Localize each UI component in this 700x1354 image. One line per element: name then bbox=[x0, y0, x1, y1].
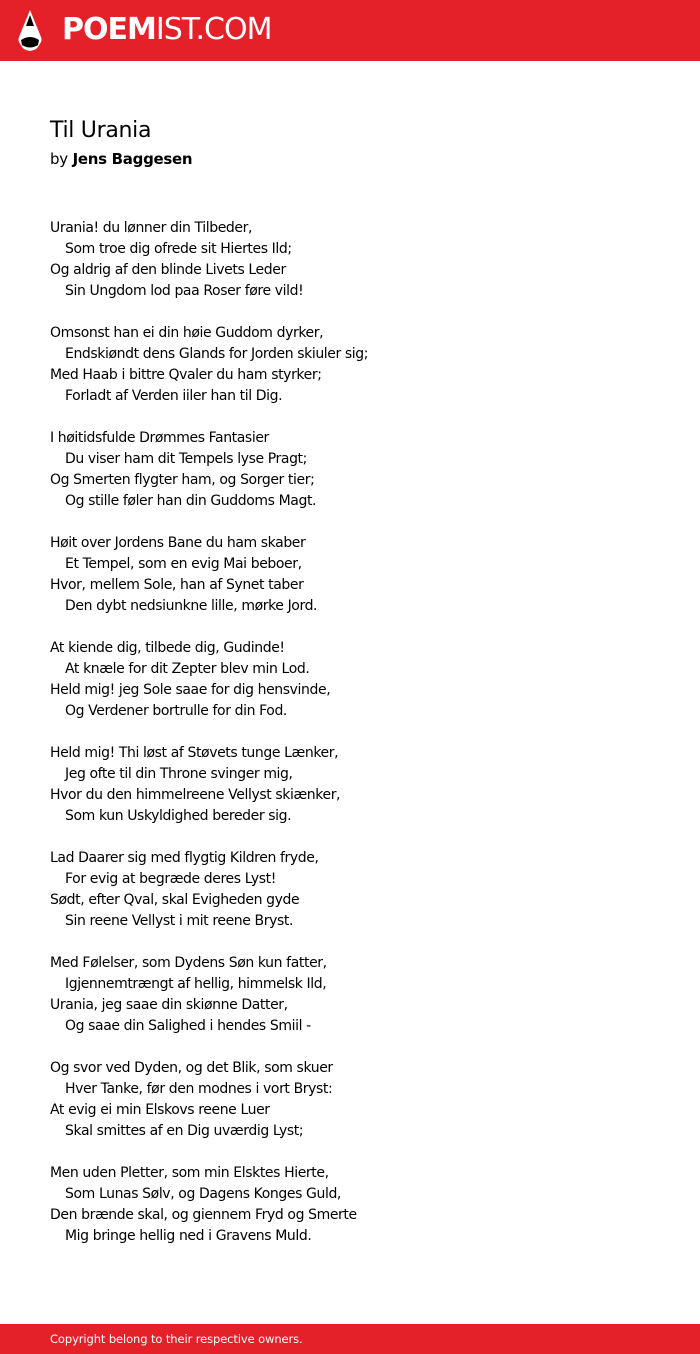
poem-line: Igjennemtrængt af hellig, himmelsk Ild, bbox=[65, 976, 327, 992]
poem-line: Et Tempel, som en evig Mai beboer, bbox=[65, 556, 302, 572]
site-footer bbox=[0, 1324, 700, 1354]
poem-stanza bbox=[50, 743, 670, 827]
logo-bold-part: POEM bbox=[62, 12, 156, 47]
poem-line: Omsonst han ei din høie Guddom dyrker, bbox=[50, 325, 324, 341]
poem-line: Lad Daarer sig med flygtig Kildren fryde, bbox=[50, 850, 319, 866]
poem-line: At evig ei min Elskovs reene Luer bbox=[50, 1102, 270, 1118]
poem-line: Forladt af Verden iiler han til Dig. bbox=[65, 388, 283, 404]
poem-line: Mig bringe hellig ned i Gravens Muld. bbox=[65, 1228, 312, 1244]
site-logo-text bbox=[62, 12, 271, 48]
site-header bbox=[0, 0, 700, 61]
poem-stanza bbox=[50, 1058, 670, 1142]
poem-line: Skal smittes af en Dig uværdig Lyst; bbox=[65, 1123, 304, 1139]
poem-line: Og aldrig af den blinde Livets Leder bbox=[50, 262, 286, 278]
poem-line: Høit over Jordens Bane du ham skaber bbox=[50, 535, 306, 551]
poem-stanza bbox=[50, 428, 670, 512]
poem-line: Sin reene Vellyst i mit reene Bryst. bbox=[65, 913, 294, 929]
poem-line: Held mig! Thi løst af Støvets tunge Lænker, bbox=[50, 745, 339, 761]
poem-line: Med Følelser, som Dydens Søn kun fatter, bbox=[50, 955, 327, 971]
poem-line: At kiende dig, tilbede dig, Gudinde! bbox=[50, 640, 285, 656]
poem-line: For evig at begræde deres Lyst! bbox=[65, 871, 276, 887]
poem-line: Med Haab i bittre Qvaler du ham styrker; bbox=[50, 367, 322, 383]
poem-line: Endskiøndt dens Glands for Jorden skiuler sig; bbox=[65, 346, 369, 362]
poem-stanza bbox=[50, 638, 670, 722]
poem-line: At knæle for dit Zepter blev min Lod. bbox=[65, 661, 310, 677]
poem-byline bbox=[50, 148, 192, 170]
poem-body bbox=[50, 218, 670, 1268]
poem-line: Sin Ungdom lod paa Roser føre vild! bbox=[65, 283, 304, 299]
poem-stanza bbox=[50, 953, 670, 1037]
poem-line: Urania, jeg saae din skiønne Datter, bbox=[50, 997, 288, 1013]
poem-line: Som Lunas Sølv, og Dagens Konges Guld, bbox=[65, 1186, 341, 1202]
poem-line: I høitidsfulde Drømmes Fantasier bbox=[50, 430, 269, 446]
poem-title: Til Urania bbox=[50, 118, 152, 143]
poem-line: Hvor, mellem Sole, han af Synet taber bbox=[50, 577, 304, 593]
poem-stanza bbox=[50, 1163, 670, 1247]
poem-line: Og Smerten flygter ham, og Sorger tier; bbox=[50, 472, 315, 488]
poem-line: Men uden Pletter, som min Elsktes Hierte, bbox=[50, 1165, 329, 1181]
poem-line: Den brænde skal, og giennem Fryd og Smerte bbox=[50, 1207, 357, 1223]
poem-line: Jeg ofte til din Throne svinger mig, bbox=[65, 766, 293, 782]
poem-line: Som troe dig ofrede sit Hiertes Ild; bbox=[65, 241, 292, 257]
poem-line: Urania! du lønner din Tilbeder, bbox=[50, 220, 253, 236]
poem-line: Og stille føler han din Guddoms Magt. bbox=[65, 493, 317, 509]
poem-line: Sødt, efter Qval, skal Evigheden gyde bbox=[50, 892, 300, 908]
copyright-notice: Copyright belong to their respective owners. bbox=[50, 1332, 303, 1346]
poem-line: Du viser ham dit Tempels lyse Pragt; bbox=[65, 451, 307, 467]
poem-line: Held mig! jeg Sole saae for dig hensvinde, bbox=[50, 682, 331, 698]
byline-prefix: by bbox=[50, 150, 68, 168]
poem-line: Og svor ved Dyden, og det Blik, som skuer bbox=[50, 1060, 333, 1076]
poem-stanza bbox=[50, 218, 670, 302]
poem-line: Hvor du den himmelreene Vellyst skiænker, bbox=[50, 787, 341, 803]
poem-line: Og saae din Salighed i hendes Smiil - bbox=[65, 1018, 311, 1034]
poem-line: Den dybt nedsiunkne lille, mørke Jord. bbox=[65, 598, 318, 614]
pencil-tip-icon bbox=[17, 9, 43, 52]
poem-author: Jens Baggesen bbox=[72, 150, 193, 168]
poem-line: Og Verdener bortrulle for din Fod. bbox=[65, 703, 287, 719]
logo-light-part: IST.COM bbox=[155, 12, 272, 47]
poem-line: Hver Tanke, før den modnes i vort Bryst: bbox=[65, 1081, 333, 1097]
poem-stanza bbox=[50, 533, 670, 617]
poem-line: Som kun Uskyldighed bereder sig. bbox=[65, 808, 292, 824]
poem-stanza bbox=[50, 848, 670, 932]
poem-stanza bbox=[50, 323, 670, 407]
